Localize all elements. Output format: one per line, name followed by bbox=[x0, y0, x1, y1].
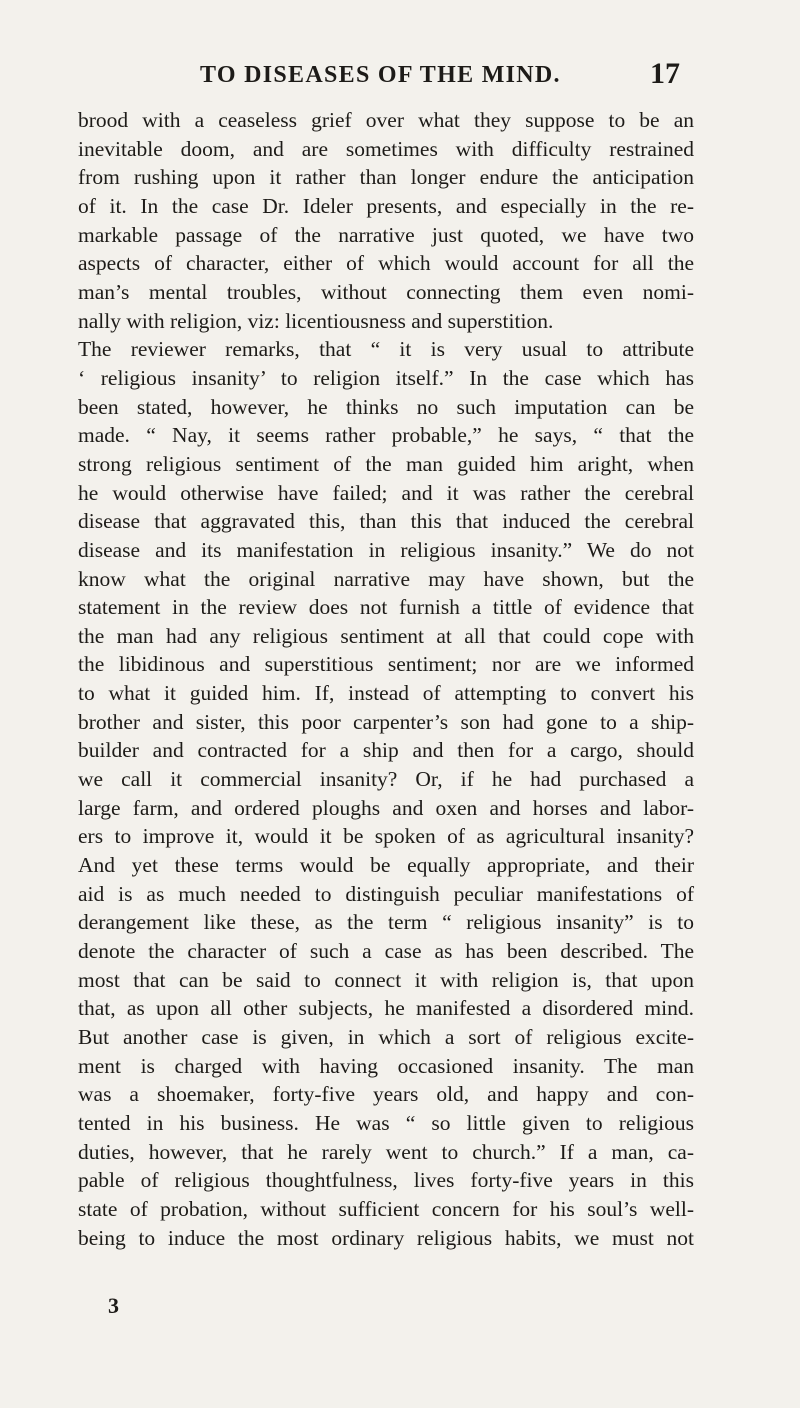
text-line: markable passage of the narrative just quoted, we have two bbox=[78, 222, 694, 247]
text-line: derangement like these, as the term “ religious insanity” is to bbox=[78, 910, 694, 935]
text-line: nally with religion, viz: licentiousness and superstition. bbox=[78, 308, 554, 333]
text-line: we call it commercial insanity? Or, if he had purchased a bbox=[78, 767, 694, 792]
text-line: of it. In the case Dr. Ideler presents, and especially in the re- bbox=[78, 193, 694, 218]
text-line: strong religious sentiment of the man guided him aright, when bbox=[78, 451, 694, 476]
text-line: denote the character of such a case as has been described. The bbox=[78, 939, 694, 964]
text-line: the libidinous and superstitious sentiment; nor are we informed bbox=[78, 652, 694, 677]
text-line: most that can be said to connect it with religion is, that upon bbox=[78, 967, 694, 992]
text-line: he would otherwise have failed; and it was rather the cerebral bbox=[78, 480, 694, 505]
text-line: inevitable doom, and are sometimes with difficulty restrained bbox=[78, 136, 694, 161]
text-line: pable of religious thoughtfulness, lives forty-five years in this bbox=[78, 1168, 694, 1193]
body-text bbox=[78, 106, 694, 1252]
text-line: from rushing upon it rather than longer endure the anticipation bbox=[78, 165, 694, 190]
text-line: And yet these terms would be equally appropriate, and their bbox=[78, 853, 694, 878]
text-line: been stated, however, he thinks no such imputation can be bbox=[78, 394, 694, 419]
text-line: man’s mental troubles, without connecting them even nomi- bbox=[78, 279, 694, 304]
text-line: made. “ Nay, it seems rather probable,” he says, “ that the bbox=[78, 423, 694, 448]
text-line: disease that aggravated this, than this that induced the cerebral bbox=[78, 509, 694, 534]
text-line: the man had any religious sentiment at all that could cope with bbox=[78, 623, 694, 648]
text-line: tented in his business. He was “ so little given to religious bbox=[78, 1110, 694, 1135]
text-line: But another case is given, in which a sort of religious excite- bbox=[78, 1025, 694, 1049]
text-line: know what the original narrative may have shown, but the bbox=[78, 566, 694, 591]
text-line: builder and contracted for a ship and then for a cargo, should bbox=[78, 738, 694, 763]
text-line: being to induce the most ordinary religious habits, we must not bbox=[78, 1225, 694, 1250]
text-line: ‘ religious insanity’ to religion itself.” In the case which has bbox=[78, 365, 694, 390]
running-title: TO DISEASES OF THE MIND. bbox=[200, 62, 561, 88]
text-line: statement in the review does not furnish a tittle of evidence that bbox=[78, 595, 694, 620]
text-line: large farm, and ordered ploughs and oxen and horses and labor- bbox=[78, 795, 694, 820]
text-line: state of probation, without sufficient concern for his soul’s well- bbox=[78, 1196, 694, 1221]
text-line: aid is as much needed to distinguish peculiar manifestations of bbox=[78, 881, 694, 906]
text-line: disease and its manifestation in religious insanity.” We do not bbox=[78, 537, 694, 562]
text-line: ment is charged with having occasioned insanity. The man bbox=[78, 1053, 694, 1078]
text-line: brother and sister, this poor carpenter’s son had gone to a ship- bbox=[78, 709, 694, 734]
running-head bbox=[200, 57, 680, 93]
text-line: duties, however, that he rarely went to church.” If a man, ca- bbox=[78, 1139, 694, 1164]
text-line: aspects of character, either of which would account for all the bbox=[78, 251, 694, 276]
text-line: that, as upon all other subjects, he manifested a disordered mind. bbox=[78, 996, 694, 1021]
text-line: was a shoemaker, forty-five years old, and happy and con- bbox=[78, 1082, 694, 1107]
text-line: ers to improve it, would it be spoken of as agricultural insanity? bbox=[78, 824, 694, 849]
text-line: The reviewer remarks, that “ it is very usual to attribute bbox=[78, 337, 694, 362]
text-line: brood with a ceaseless grief over what they suppose to be an bbox=[78, 108, 694, 132]
page-number: 17 bbox=[650, 57, 680, 90]
signature-mark: 3 bbox=[108, 1293, 119, 1318]
text-line: to what it guided him. If, instead of attempting to convert his bbox=[78, 681, 694, 706]
